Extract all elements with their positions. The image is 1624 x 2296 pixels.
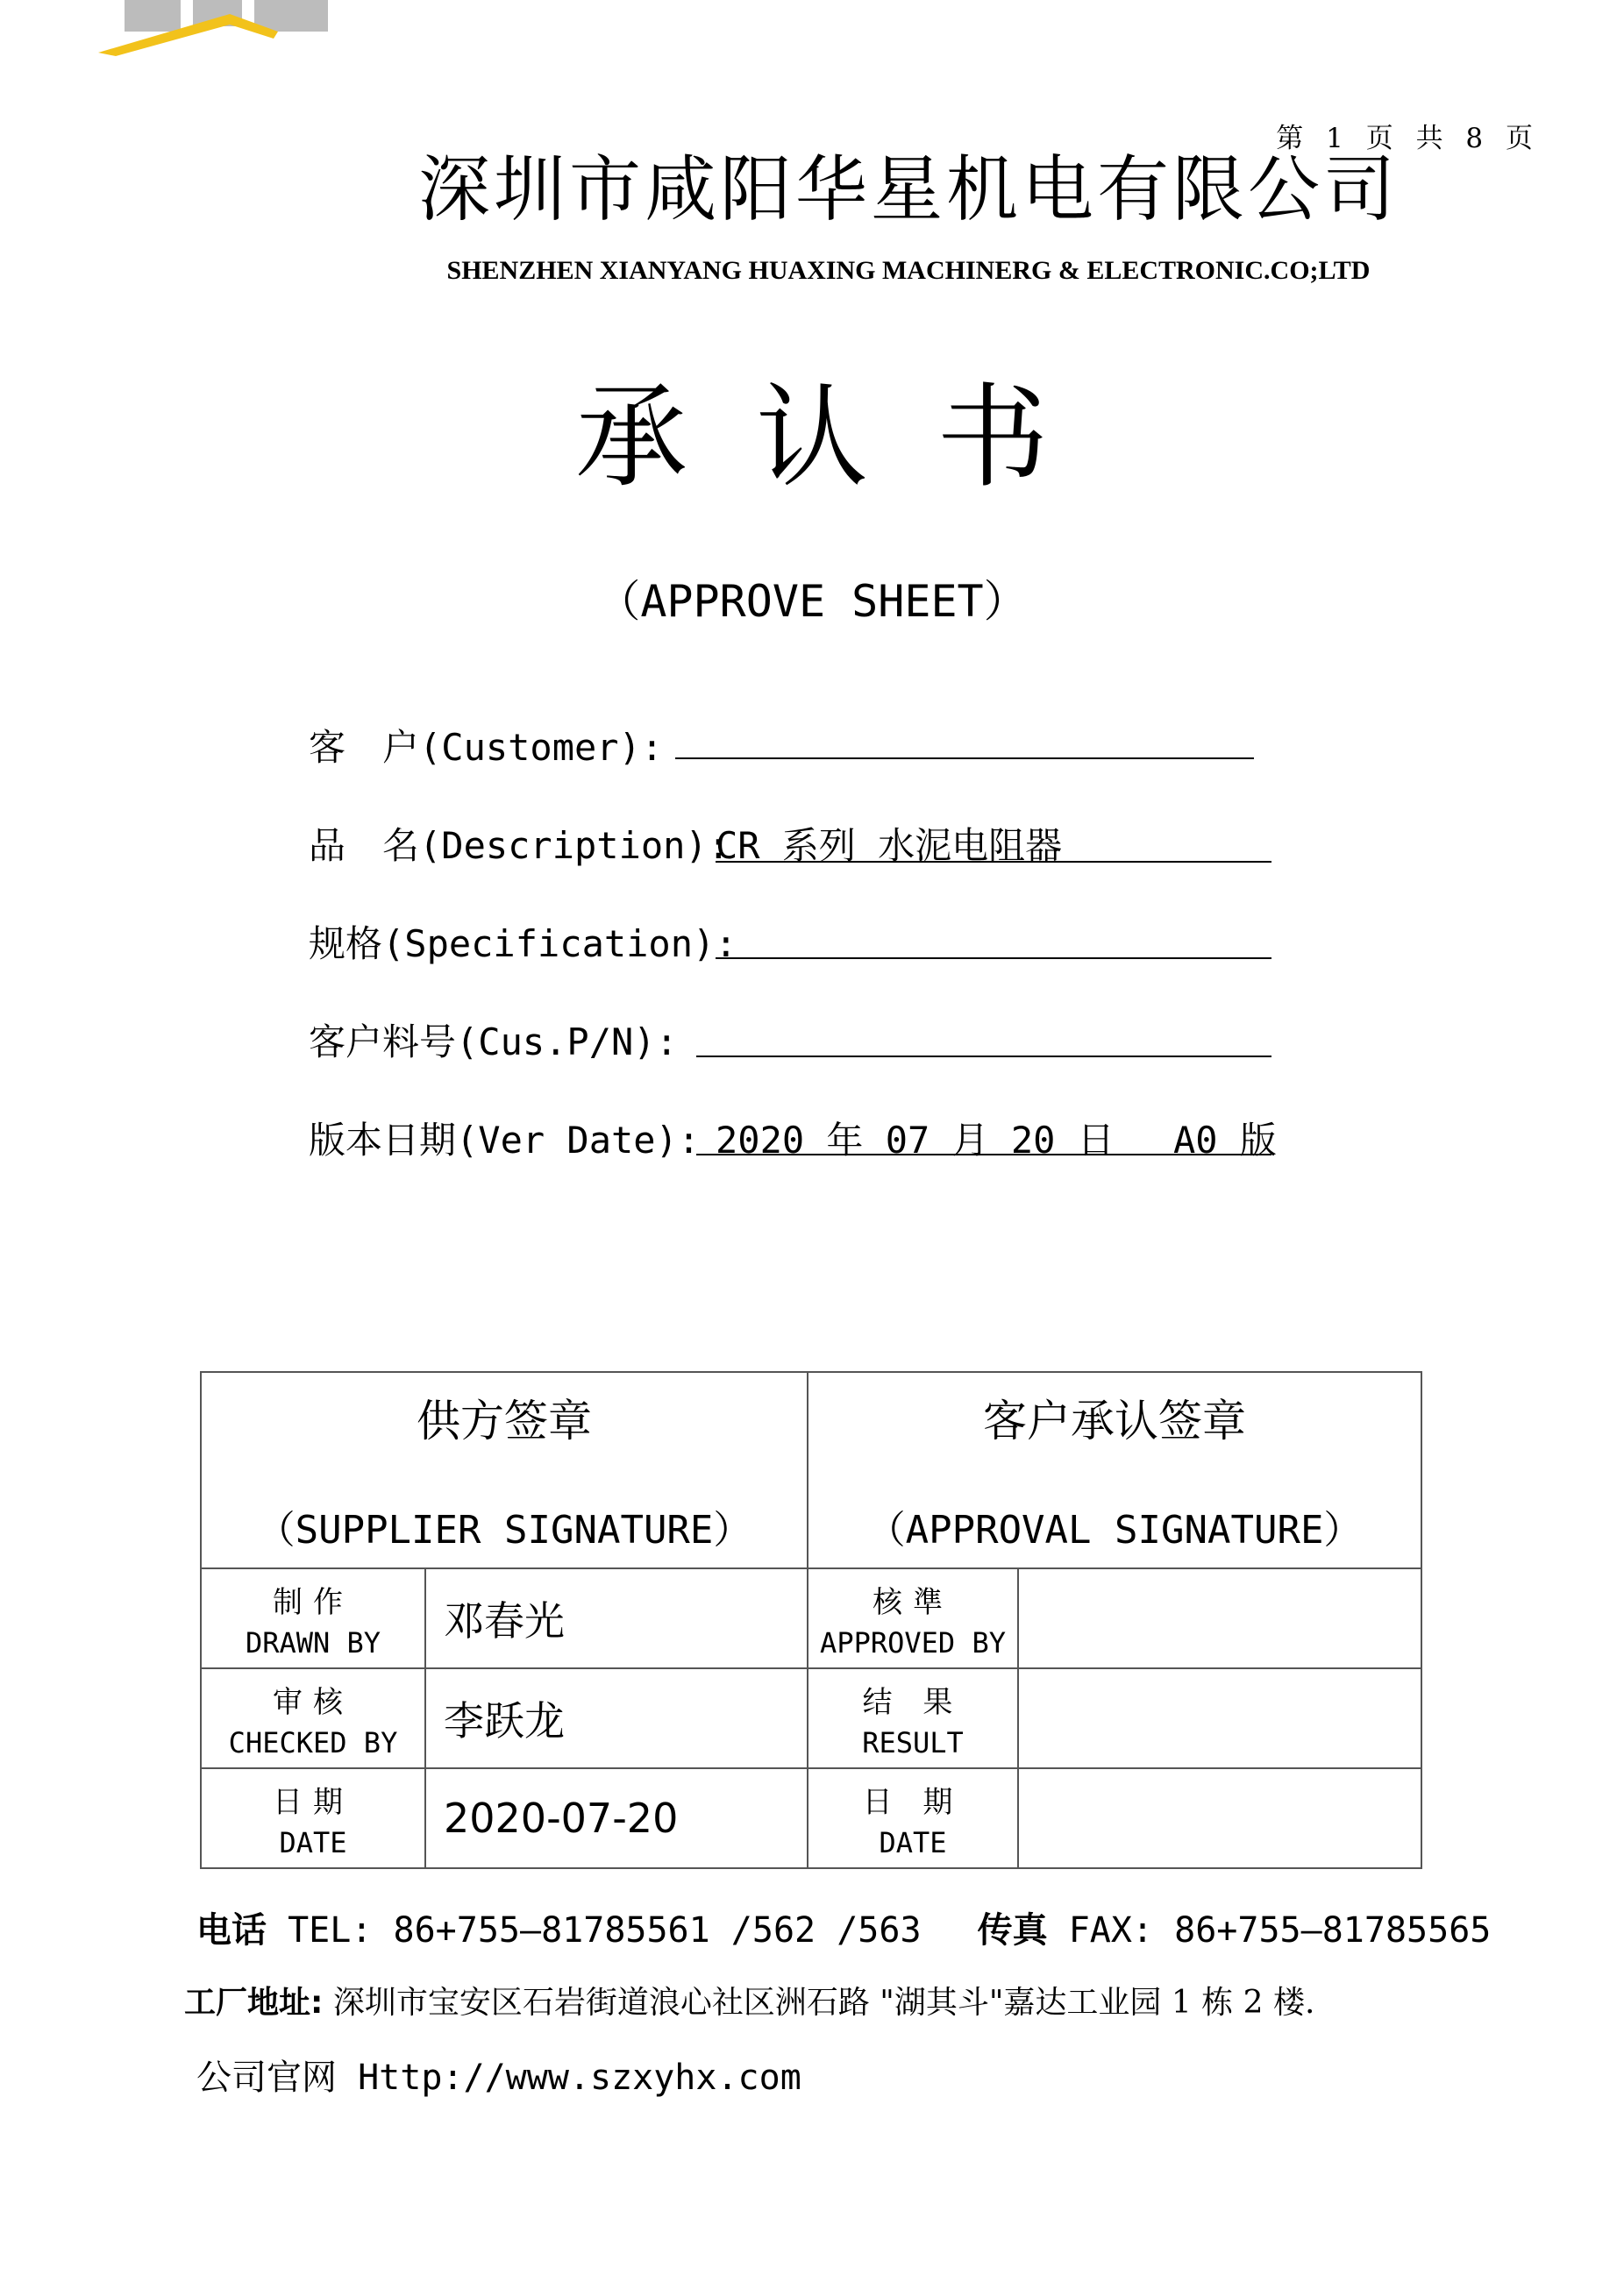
ver-date-value: 2020 年 07 月 20 日 A0 版	[716, 1119, 1277, 1162]
customer-header-en: （APPROVAL SIGNATURE）	[866, 1508, 1363, 1553]
drawn-by-label	[201, 1568, 425, 1668]
fax-label: 传真	[977, 1910, 1048, 1951]
customer-date-en: DATE	[879, 1825, 947, 1859]
supplier-date-value: 2020-07-20	[425, 1768, 808, 1868]
checked-by-value: 李跃龙	[425, 1668, 808, 1768]
customer-date-label	[808, 1768, 1018, 1868]
result-value	[1018, 1668, 1421, 1768]
company-logo	[98, 0, 335, 60]
ver-date-label: 版本日期(Ver Date):	[309, 1119, 701, 1162]
supplier-date-cn: 日期	[273, 1784, 353, 1820]
customer-signature-header	[808, 1372, 1421, 1568]
customer-header-cn: 客户承认签章	[983, 1396, 1247, 1447]
table-row	[201, 1768, 1421, 1868]
supplier-header-en: （SUPPLIER SIGNATURE）	[256, 1508, 752, 1553]
approved-by-label	[808, 1568, 1018, 1668]
drawn-by-value: 邓春光	[425, 1568, 808, 1668]
phone-fax-line	[196, 1902, 1491, 1952]
cus-pn-label: 客户料号(Cus.P/N):	[309, 1020, 678, 1063]
description-label: 品 名(Description):	[309, 824, 730, 867]
result-cn: 结 果	[862, 1684, 964, 1720]
result-label	[808, 1668, 1018, 1768]
customer-date-cn: 日 期	[862, 1784, 964, 1820]
description-value: CR 系列 水泥电阻器	[716, 824, 1063, 867]
specification-underline	[716, 917, 1271, 959]
website-line[interactable]: 公司官网 Http://www.szxyhx.com	[196, 2058, 801, 2098]
company-name-en: SHENZHEN XIANYANG HUAXING MACHINERG & ELECTRONIC.CO;LTD	[446, 256, 1371, 285]
customer-field	[309, 719, 663, 771]
supplier-header-cn: 供方签章	[417, 1396, 592, 1447]
document-subtitle: （APPROVE SHEET）	[596, 576, 1028, 627]
specification-field	[309, 915, 737, 968]
specification-label: 规格(Specification):	[309, 922, 737, 965]
fax-value: FAX: 86+755—81785565	[1047, 1910, 1492, 1951]
address-line	[184, 1978, 1314, 2022]
result-en: RESULT	[862, 1725, 964, 1759]
approved-by-en: APPROVED BY	[820, 1625, 1006, 1660]
checked-by-label	[201, 1668, 425, 1768]
ver-date-field	[309, 1112, 700, 1164]
tel-value: TEL: 86+755—81785561 /562 /563	[267, 1910, 922, 1951]
supplier-date-label	[201, 1768, 425, 1868]
table-row	[201, 1668, 1421, 1768]
company-name-cn: 深圳市咸阳华星机电有限公司	[417, 148, 1399, 231]
customer-label: 客 户(Customer):	[309, 726, 664, 769]
supplier-date-en: DATE	[279, 1825, 347, 1859]
address-label: 工厂地址:	[184, 1985, 324, 2021]
approved-by-cn: 核準	[873, 1584, 954, 1620]
customer-underline	[675, 721, 1254, 759]
signature-table	[200, 1371, 1422, 1869]
description-field	[309, 817, 730, 870]
checked-by-cn: 审核	[273, 1684, 353, 1720]
drawn-by-en: DRAWN BY	[245, 1625, 381, 1660]
checked-by-en: CHECKED BY	[228, 1725, 398, 1759]
table-row	[201, 1568, 1421, 1668]
tel-label: 电话	[196, 1910, 267, 1951]
drawn-by-cn: 制作	[273, 1584, 353, 1620]
document-title: 承认书	[574, 373, 1117, 503]
cus-pn-underline	[696, 1015, 1271, 1057]
customer-date-value	[1018, 1768, 1421, 1868]
supplier-signature-header	[201, 1372, 808, 1568]
approved-by-value	[1018, 1568, 1421, 1668]
cus-pn-field	[309, 1013, 678, 1066]
page-indicator: 第 1 页 共 8 页	[1276, 123, 1540, 154]
address-value: 深圳市宝安区石岩街道浪心社区洲石路 "湖其斗"嘉达工业园 1 栋 2 楼.	[332, 1985, 1315, 2021]
